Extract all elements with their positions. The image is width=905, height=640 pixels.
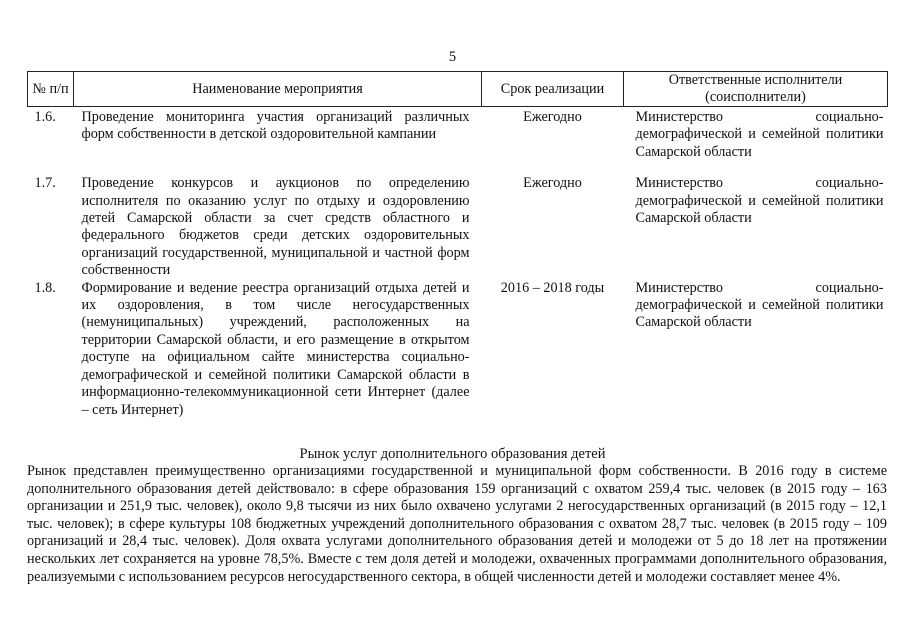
header-num: № п/п [28,72,74,107]
measure-term: 2016 – 2018 годы [500,279,605,296]
measure-name: Проведение конкурсов и аукционов по определению исполнителя по оказанию услуг по отдыху и оздоровлению детей Самарской области за счет средств областного и федерального бюджетов среди детских оздоровительных организаций государственной, муниципальной и частной форм собственности [81,175,470,279]
measure-term: Ежегодно [523,175,582,192]
measures-table [27,71,888,419]
header-term: Срок реализации [482,72,624,107]
row-number: 1.7. [34,175,56,192]
measure-term: Ежегодно [523,109,582,125]
row-number: 1.8. [34,279,56,296]
header-exec: Ответственные исполнители (соисполнители) [624,72,888,107]
section-body: Рынок представлен преимущественно организациями государственной и муниципальной форм собственности. В 2016 году в системе дополнительного образования детей действовало: в сфере образования 159 организаций с охватом 259,4 тыс. человек (в 2015 году – 163 организации и 251,9 тыс. человек), около 9,8 тысячи из них было охвачено услугами 2 негосударственных организаций (в 2015 году – 12,1 тыс. человек); в сфере культуры 108 бюджетных учреждений дополнительного образования с охватом 28,7 тыс. человек (в 2015 году – 109 организаций и 28,4 тыс. человек). Доля охвата услугами дополнительного образования детей и молодежи от 5 до 18 лет на протяжении нескольких лет сохраняется на уровне 78,5%. Вместе с тем доля детей и молодежи, охваченных программами дополнительного образования, реализуемыми с использованием ресурсов негосударственного сектора, в общей численности детей и молодежи составляет менее 4%. [27,463,887,585]
table-row [28,107,888,176]
table-row [28,175,888,279]
measure-name: Проведение мониторинга участия организаций различных форм собственности в детской оздоровительной кампании [81,109,470,143]
table-header-row [28,72,888,107]
row-number: 1.6. [34,109,56,125]
header-name: Наименование мероприятия [74,72,482,107]
section-title: Рынок услуг дополнительного образования детей [299,446,606,462]
measure-name: Формирование и ведение реестра организаций отдыха детей и их оздоровления, в том числе негосударственных (немуниципальных) учреждений, расположенных на территории Самарской области, и его размещение в открытом доступе на официальном сайте министерства социально-демографической и семейной политики Самарской области в информационно-телекоммуникационной сети Интернет (далее – сеть Интернет) [81,279,470,418]
page-number: 5 [448,49,457,65]
table-row [28,280,888,419]
measure-executor: Министерство социально-демографической и семейной политики Самарской области [635,109,884,160]
measure-executor: Министерство социально-демографической и семейной политики Самарской области [635,175,884,227]
measure-executor: Министерство социально-демографической и семейной политики Самарской области [635,279,884,331]
